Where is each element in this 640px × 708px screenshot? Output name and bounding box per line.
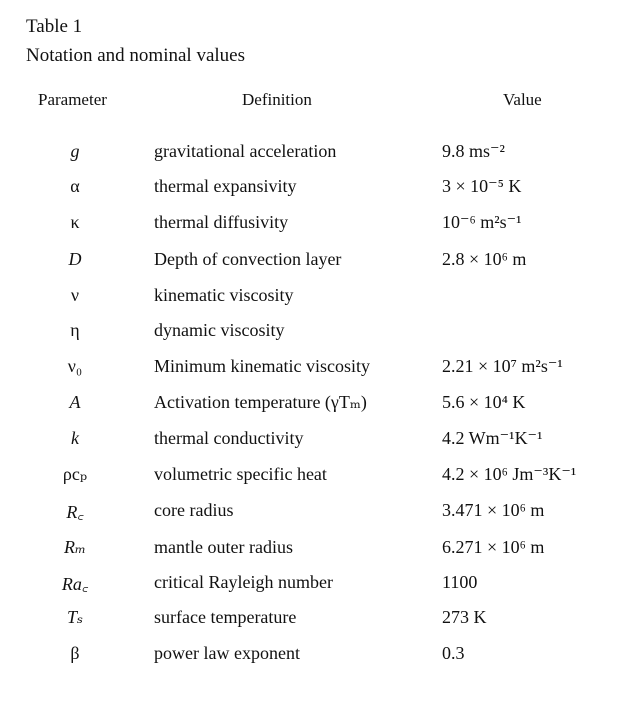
column-header-definition: Definition <box>242 90 312 109</box>
table-caption <box>26 12 245 70</box>
parameter-symbol: ρcₚ <box>62 464 88 484</box>
table-row <box>0 428 640 462</box>
parameter-definition: volumetric specific heat <box>154 464 327 484</box>
parameter-symbol: g <box>70 141 80 161</box>
column-header-parameter: Parameter <box>38 90 107 109</box>
parameter-definition: Depth of convection layer <box>154 249 342 269</box>
parameter-symbol: ν <box>70 285 80 305</box>
parameter-symbol: Rₘ <box>63 537 87 557</box>
parameter-value: 5.6 × 10⁴ K <box>442 392 526 412</box>
table-row <box>0 607 640 641</box>
parameter-definition: power law exponent <box>154 643 300 663</box>
parameter-definition: dynamic viscosity <box>154 320 285 340</box>
table-row <box>0 392 640 426</box>
parameter-definition: thermal conductivity <box>154 428 304 448</box>
parameter-symbol: κ <box>70 212 80 232</box>
parameter-value: 9.8 ms⁻² <box>442 141 505 161</box>
parameter-value: 3 × 10⁻⁵ K <box>442 176 522 196</box>
parameter-value: 10⁻⁶ m²s⁻¹ <box>442 212 522 232</box>
table-title: Notation and nominal values <box>26 45 245 66</box>
parameter-definition: thermal expansivity <box>154 176 297 196</box>
parameter-value: 0.3 <box>442 643 465 663</box>
table-row <box>0 537 640 571</box>
parameter-definition: Minimum kinematic viscosity <box>154 356 370 376</box>
parameter-definition: thermal diffusivity <box>154 212 289 232</box>
table-row <box>0 572 640 606</box>
parameter-symbol: k <box>71 428 79 448</box>
table-row <box>0 356 640 390</box>
table-row <box>0 320 640 354</box>
table-row <box>0 249 640 283</box>
parameter-value: 3.471 × 10⁶ m <box>442 500 545 520</box>
table-row <box>0 212 640 246</box>
parameter-value: 273 K <box>442 607 487 627</box>
parameter-definition: gravitational acceleration <box>154 141 337 161</box>
parameter-definition: surface temperature <box>154 607 297 627</box>
parameter-definition: critical Rayleigh number <box>154 572 333 592</box>
parameter-symbol: α <box>70 176 80 196</box>
parameter-symbol: ν₀ <box>67 356 83 376</box>
parameter-definition: core radius <box>154 500 234 520</box>
parameter-value: 2.8 × 10⁶ m <box>442 249 527 269</box>
parameter-definition: mantle outer radius <box>154 537 293 557</box>
table-label: Table 1 <box>26 16 83 37</box>
parameter-symbol: Tₛ <box>66 607 84 627</box>
table-row <box>0 643 640 677</box>
parameter-symbol: β <box>70 643 80 663</box>
parameter-value: 2.21 × 10⁷ m²s⁻¹ <box>442 356 563 376</box>
parameter-value: 4.2 × 10⁶ Jm⁻³K⁻¹ <box>442 464 577 484</box>
parameter-definition: kinematic viscosity <box>154 285 294 305</box>
table-row <box>0 176 640 210</box>
parameter-symbol: Ra꜀ <box>61 574 89 594</box>
parameter-symbol: A <box>69 392 81 412</box>
table-row <box>0 464 640 498</box>
parameter-value: 6.271 × 10⁶ m <box>442 537 545 557</box>
parameter-symbol: η <box>70 320 80 340</box>
parameter-definition: Activation temperature (γTₘ) <box>154 392 367 412</box>
column-header-value: Value <box>503 90 542 109</box>
table-row <box>0 285 640 319</box>
table-row <box>0 141 640 175</box>
parameter-symbol: D <box>68 249 82 269</box>
parameter-value: 1100 <box>442 572 478 592</box>
parameter-symbol: R꜀ <box>66 502 84 522</box>
parameter-value: 4.2 Wm⁻¹K⁻¹ <box>442 428 543 448</box>
table-row <box>0 500 640 534</box>
